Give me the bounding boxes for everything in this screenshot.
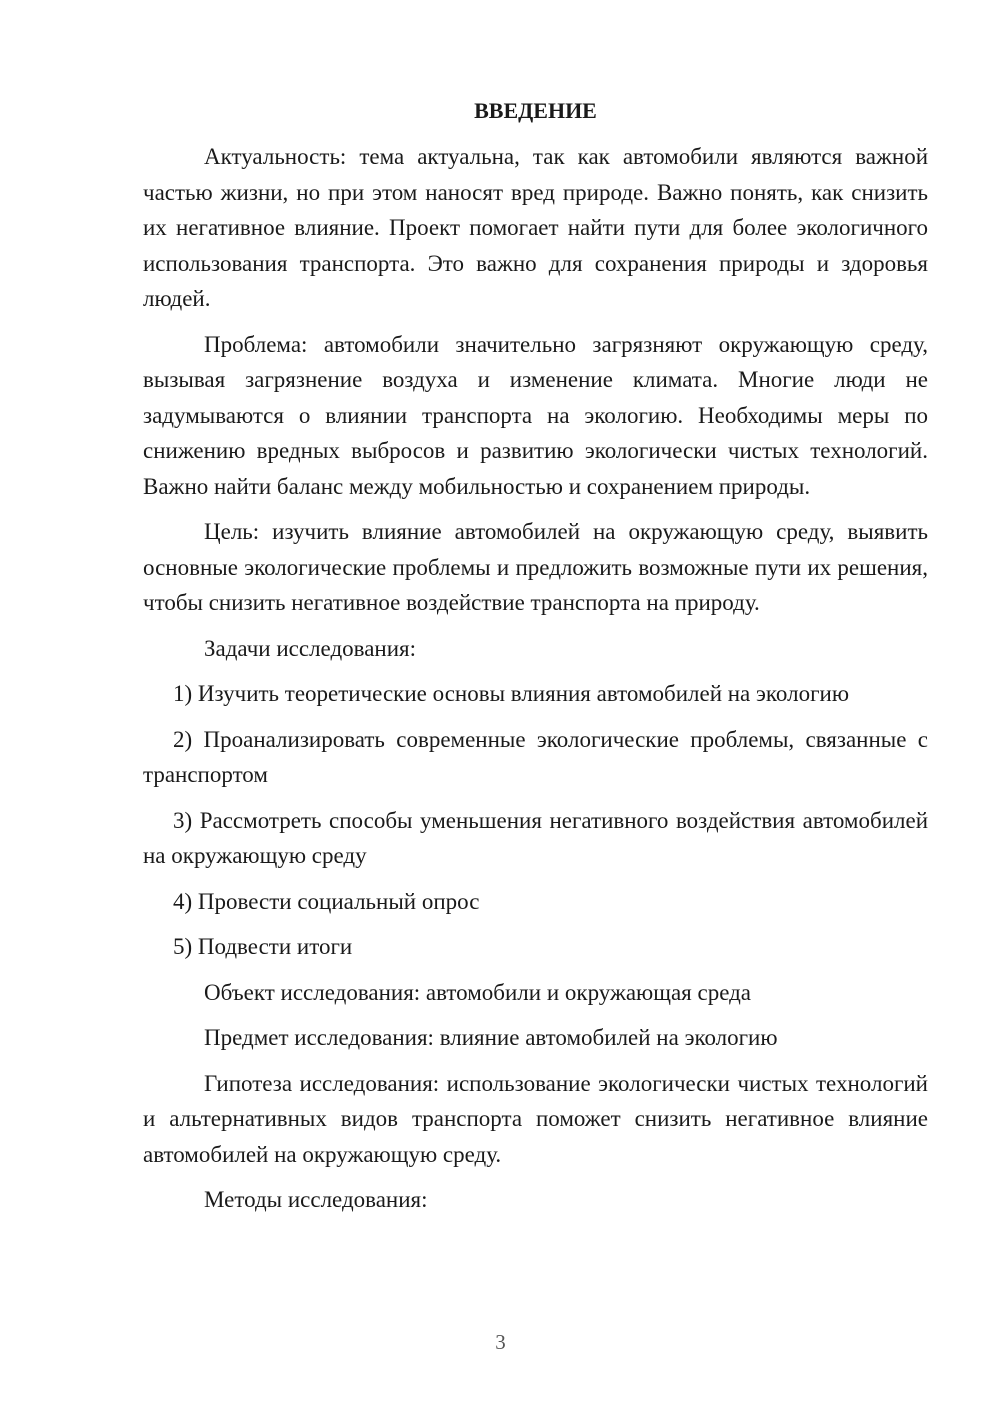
object-paragraph: Объект исследования: автомобили и окружающая среда: [204, 979, 752, 1005]
task-item-4: 4) Провести социальный опрос: [173, 888, 480, 914]
hypothesis-paragraph: Гипотеза исследования: использование экологически чистых технологий и альтернативных видов транспорта поможет снизить негативное влияние автомобилей на окружающую среду.: [143, 1070, 928, 1167]
tasks-heading: Задачи исследования:: [204, 635, 417, 661]
relevance-paragraph: Актуальность: тема актуальна, так как автомобили являются важной частью жизни, но при этом наносят вред природе. Важно понять, как снизить их негативное влияние. Проект помогает найти пути для более экологичного использования транспорта. Это важно для сохранения природы и здоровья людей.: [143, 144, 928, 311]
subject-paragraph: Предмет исследования: влияние автомобилей на экологию: [204, 1025, 778, 1050]
page-content: [143, 95, 928, 1228]
methods-heading: Методы исследования:: [204, 1187, 428, 1212]
page-title: ВВЕДЕНИЕ: [474, 98, 597, 123]
task-item-2: 2) Проанализировать современные экологические проблемы, связанные с транспортом: [143, 726, 928, 787]
task-item-5: 5) Подвести итоги: [173, 934, 353, 959]
goal-paragraph: Цель: изучить влияние автомобилей на окружающую среду, выявить основные экологические проблемы и предложить возможные пути их решения, чтобы снизить негативное воздействие транспорта на природу.: [143, 519, 928, 615]
task-item-1: 1) Изучить теоретические основы влияния автомобилей на экологию: [173, 681, 849, 706]
task-item-3: 3) Рассмотреть способы уменьшения негативного воздействия автомобилей на окружающую среду: [143, 807, 928, 868]
problem-paragraph: Проблема: автомобили значительно загрязняют окружающую среду, вызывая загрязнение воздуха и изменение климата. Многие люди не задумываются о влиянии транспорта на экологию. Необходимы меры по снижению вредных выбросов и развитию экологически чистых технологий. Важно найти баланс между мобильностью и сохранением природы.: [143, 331, 928, 499]
page-number: 3: [495, 1330, 506, 1354]
